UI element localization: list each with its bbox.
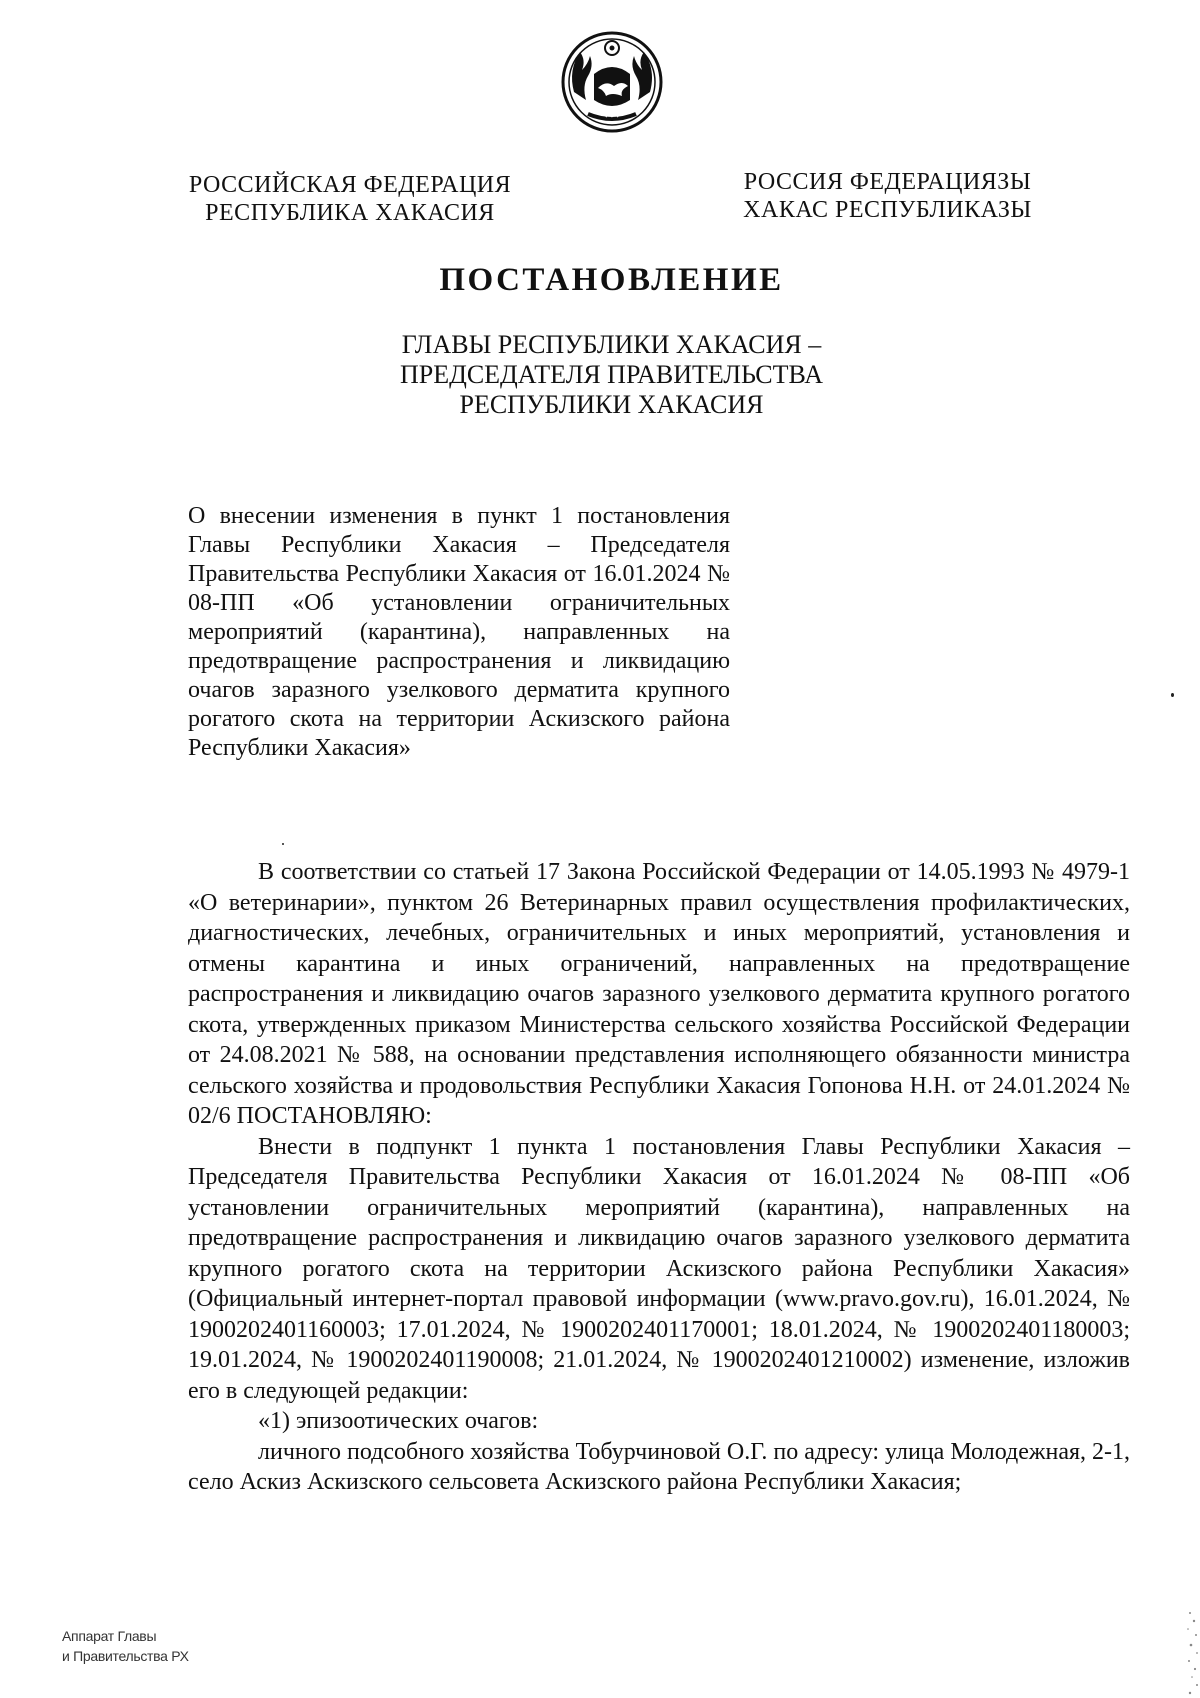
coat-of-arms-icon (560, 30, 664, 134)
svg-text:✦ ✦ ✦: ✦ ✦ ✦ (604, 114, 620, 120)
header-khakas-language (715, 168, 1060, 224)
document-issuer (0, 330, 1200, 420)
header-right-line1: РОССИЯ ФЕДЕРАЦИЯЗЫ (743, 169, 1032, 195)
body-paragraph-preamble: В соответствии со статьей 17 Закона Российской Федерации от 14.05.1993 № 4979-1 «О ветеринарии», пунктом 26 Ветеринарных правил осуществления профилактических, диагностических, лечебных, ограничительных и иных мероприятий, установления и отмены карантина и иных ограничений, направленных на предотвращение распространения и ликвидацию очагов заразного узелкового дерматита крупного рогатого скота, утвержденных приказом Министерства сельского хозяйства Российской Федерации от 24.08.2021 № 588, на основании представления исполняющего обязанности министра сельского хозяйства и продовольствия Республики Хакасия Гопонова Н.Н. от 24.01.2024 № 02/6 ПОСТАНОВЛЯЮ: (188, 859, 1130, 1129)
stamp-line1: Аппарат Главы (62, 1628, 157, 1644)
body-paragraph-household: личного подсобного хозяйства Тобурчиновой О.Г. по адресу: улица Молодежная, 2-1, село Аскиз Аскизского сельсовета Аскизского района Республики Хакасия; (188, 1438, 1130, 1495)
header-left-line1: РОССИЙСКАЯ ФЕДЕРАЦИЯ (188, 172, 512, 198)
stamp-line2: и Правительства РХ (62, 1648, 189, 1664)
header-right-line2: ХАКАС РЕСПУБЛИКАЗЫ (743, 197, 1032, 223)
issuer-line3: РЕСПУБЛИКИ ХАКАСИЯ (459, 390, 764, 419)
scan-speck (1171, 693, 1174, 697)
issuer-line1: ГЛАВЫ РЕСПУБЛИКИ ХАКАСИЯ – (401, 330, 822, 359)
body-paragraph-amendment: Внести в подпункт 1 пункта 1 постановления Главы Республики Хакасия – Председателя Правительства Республики Хакасия от 16.01.2024 № 08-ПП «Об установлении ограничительных мероприятий (карантина), направленных на предотвращение распространения и ликвидацию очагов заразного узелкового дерматита крупного рогатого скота на территории Аскизского района Республики Хакасия» (Официальный интернет-портал правовой информации (www.pravo.gov.ru), 16.01.2024, № 1900202401160003; 17.01.2024, № 1900202401170001; 18.01.2024, № 1900202401180003; 19.01.2024, № 1900202401190008; 21.01.2024, № 1900202401210002) изменение, изложив его в следующей редакции: (188, 1133, 1130, 1404)
document-subject: О внесении изменения в пункт 1 постановления Главы Республики Хакасия – Председателя Правительства Республики Хакасия от 16.01.2024 № 08-ПП «Об установлении ограничительных мероприятий (карантина), направленных на предотвращение распространения и ликвидацию очагов заразного узелкового дерматита крупного рогатого скота на территории Аскизского района Республики Хакасия» (188, 503, 730, 761)
body-paragraph-item1: «1) эпизоотических очагов: (258, 1408, 539, 1434)
document-body (188, 857, 1130, 1498)
document-title: ПОСТАНОВЛЕНИЕ (439, 262, 784, 298)
scan-edge-noise (1170, 1605, 1200, 1698)
issuer-line2: ПРЕДСЕДАТЕЛЯ ПРАВИТЕЛЬСТВА (399, 360, 824, 389)
scan-speck (282, 843, 284, 845)
header-russian-federation (170, 171, 530, 227)
header-left-line2: РЕСПУБЛИКА ХАКАСИЯ (205, 200, 495, 226)
office-stamp (62, 1626, 189, 1666)
